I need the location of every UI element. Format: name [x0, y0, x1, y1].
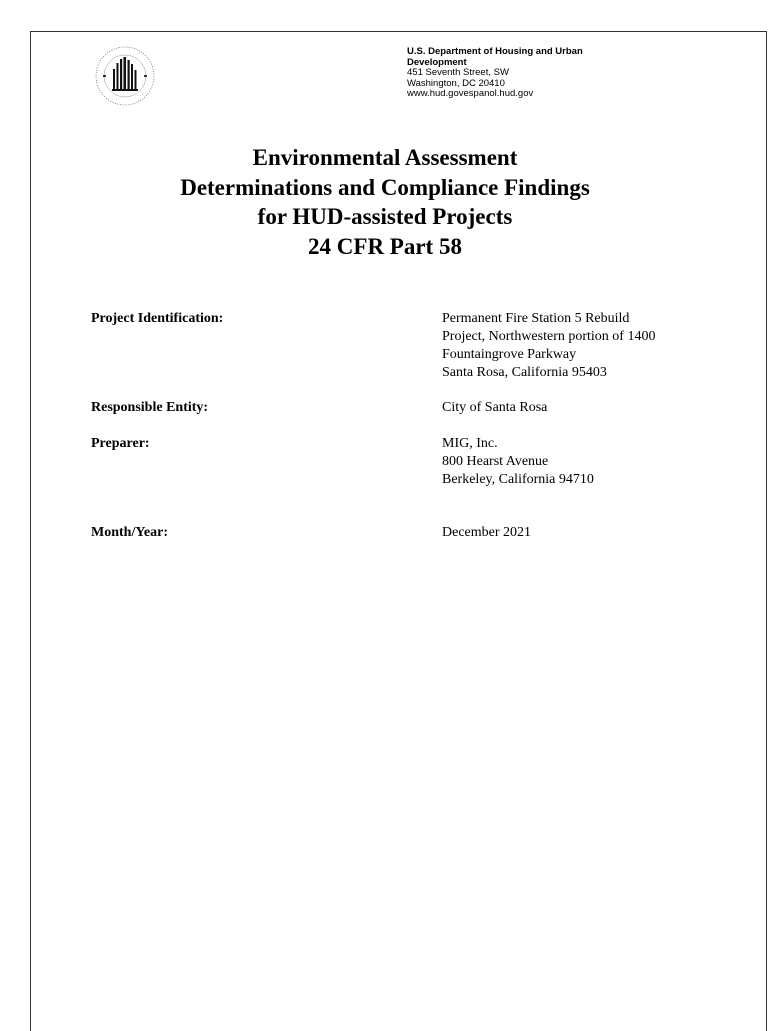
responsible-entity-label: Responsible Entity:	[91, 400, 209, 415]
responsible-entity-value	[442, 399, 742, 417]
hud-seal-icon	[94, 45, 156, 107]
address-line2: Washington, DC 20410	[407, 77, 505, 89]
address-line1: 451 Seventh Street, SW	[407, 67, 509, 78]
preparer-line: Berkeley, California 94710	[442, 472, 594, 487]
project-identification-line: Project, Northwestern portion of 1400	[442, 329, 656, 344]
title-line2: Determinations and Compliance Findings	[180, 174, 590, 200]
preparer-value	[442, 435, 742, 489]
agency-website: www.hud.govespanol.hud.gov	[407, 88, 534, 99]
preparer-label: Preparer:	[91, 436, 150, 451]
project-identification-value	[442, 310, 742, 382]
preparer-line: MIG, Inc.	[442, 436, 498, 451]
agency-address-block	[407, 47, 637, 100]
agency-name-line1: U.S. Department of Housing and Urban	[407, 46, 583, 57]
project-identification-label: Project Identification:	[91, 311, 224, 326]
agency-name-line2: Development	[407, 56, 467, 68]
month-year-line: December 2021	[442, 525, 532, 540]
responsible-entity-line: City of Santa Rosa	[442, 400, 548, 415]
month-year-value	[442, 524, 742, 542]
title-line1: Environmental Assessment	[252, 145, 518, 170]
title-line3: for HUD-assisted Projects	[257, 204, 513, 229]
project-identification-line: Santa Rosa, California 95403	[442, 365, 607, 380]
preparer-line: 800 Hearst Avenue	[442, 454, 549, 469]
document-title	[0, 143, 770, 261]
month-year-label: Month/Year:	[91, 525, 168, 540]
project-identification-line: Permanent Fire Station 5 Rebuild	[442, 311, 630, 326]
title-line4: 24 CFR Part 58	[308, 233, 462, 259]
project-identification-line: Fountaingrove Parkway	[442, 347, 577, 362]
